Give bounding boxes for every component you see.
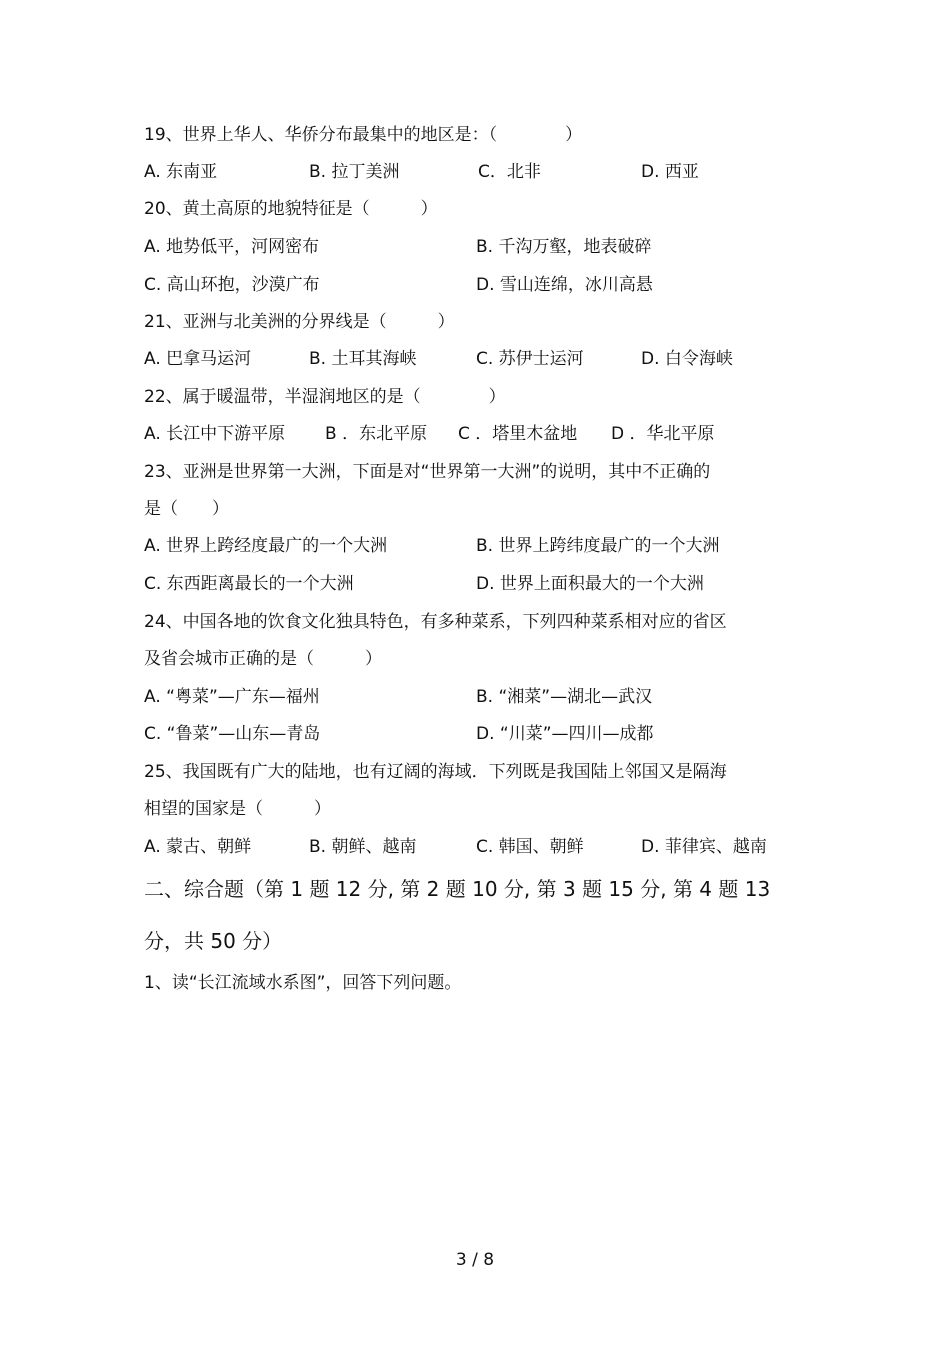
question-20-option-d: D. 雪山连绵，冰川高悬 [476, 275, 653, 295]
question-23-stem-line1: 23、亚洲是世界第一大洲，下面是对“世界第一大洲”的说明，其中不正确的 [144, 462, 711, 482]
question-21-option-d: D. 白令海峡 [641, 349, 733, 369]
question-20-option-a: A. 地势低平，河网密布 [144, 237, 320, 257]
question-25-stem-line1: 25、我国既有广大的陆地，也有辽阔的海域．下列既是我国陆上邻国又是隔海 [144, 762, 727, 782]
question-25-option-d: D. 菲律宾、越南 [641, 837, 767, 857]
section-two-heading-line2: 分，共 50 分） [144, 929, 283, 953]
question-21-stem: 21、亚洲与北美洲的分界线是（ ） [144, 312, 455, 332]
section-two-heading-line1: 二、综合题（第 1 题 12 分, 第 2 题 10 分, 第 3 题 15 分, 第 4 题 13 [144, 877, 771, 901]
question-24-option-d: D. “川菜”—四川—成都 [476, 724, 654, 744]
question-19-option-a: A. 东南亚 [144, 162, 218, 182]
page-number: 3 / 8 [455, 1250, 495, 1270]
question-23-option-c: C. 东西距离最长的一个大洲 [144, 574, 354, 594]
question-24-stem-line2: 及省会城市正确的是（ ） [144, 649, 382, 669]
question-23-option-b: B. 世界上跨纬度最广的一个大洲 [476, 536, 720, 556]
question-23-option-a: A. 世界上跨经度最广的一个大洲 [144, 536, 388, 556]
question-25-option-c: C. 韩国、朝鲜 [476, 837, 584, 857]
question-24-option-b: B. “湘菜”—湖北—武汉 [476, 687, 653, 707]
question-22-option-c: C ．塔里木盆地 [458, 424, 578, 444]
question-21-option-b: B. 土耳其海峡 [309, 349, 417, 369]
question-23-option-d: D. 世界上面积最大的一个大洲 [476, 574, 704, 594]
question-23-stem-line2: 是（ ） [144, 499, 229, 519]
question-24-stem-line1: 24、中国各地的饮食文化独具特色，有多种菜系，下列四种菜系相对应的省区 [144, 612, 727, 632]
question-21-option-a: A. 巴拿马运河 [144, 349, 252, 369]
question-22-option-b: B ．东北平原 [325, 424, 428, 444]
question-19-option-b: B. 拉丁美洲 [309, 162, 400, 182]
question-19-stem: 19、世界上华人、华侨分布最集中的地区是：（ ） [144, 125, 583, 145]
question-21-option-c: C. 苏伊士运河 [476, 349, 584, 369]
question-24-option-a: A. “粤菜”—广东—福州 [144, 687, 320, 707]
question-25-option-a: A. 蒙古、朝鲜 [144, 837, 252, 857]
section-two-question-1: 1、读“长江流域水系图”，回答下列问题。 [144, 973, 462, 993]
question-24-option-c: C. “鲁菜”—山东—青岛 [144, 724, 321, 744]
question-20-stem: 20、黄土高原的地貌特征是（ ） [144, 199, 438, 219]
question-19-option-d: D. 西亚 [641, 162, 699, 182]
question-22-option-a: A. 长江中下游平原 [144, 424, 286, 444]
question-22-option-d: D ．华北平原 [611, 424, 715, 444]
question-22-stem: 22、属于暖温带，半湿润地区的是（ ） [144, 387, 506, 407]
question-20-option-c: C. 高山环抱，沙漠广布 [144, 275, 320, 295]
question-19-option-c: C．北非 [478, 162, 541, 182]
question-25-stem-line2: 相望的国家是（ ） [144, 799, 331, 819]
question-20-option-b: B. 千沟万壑，地表破碎 [476, 237, 652, 257]
question-25-option-b: B. 朝鲜、越南 [309, 837, 417, 857]
